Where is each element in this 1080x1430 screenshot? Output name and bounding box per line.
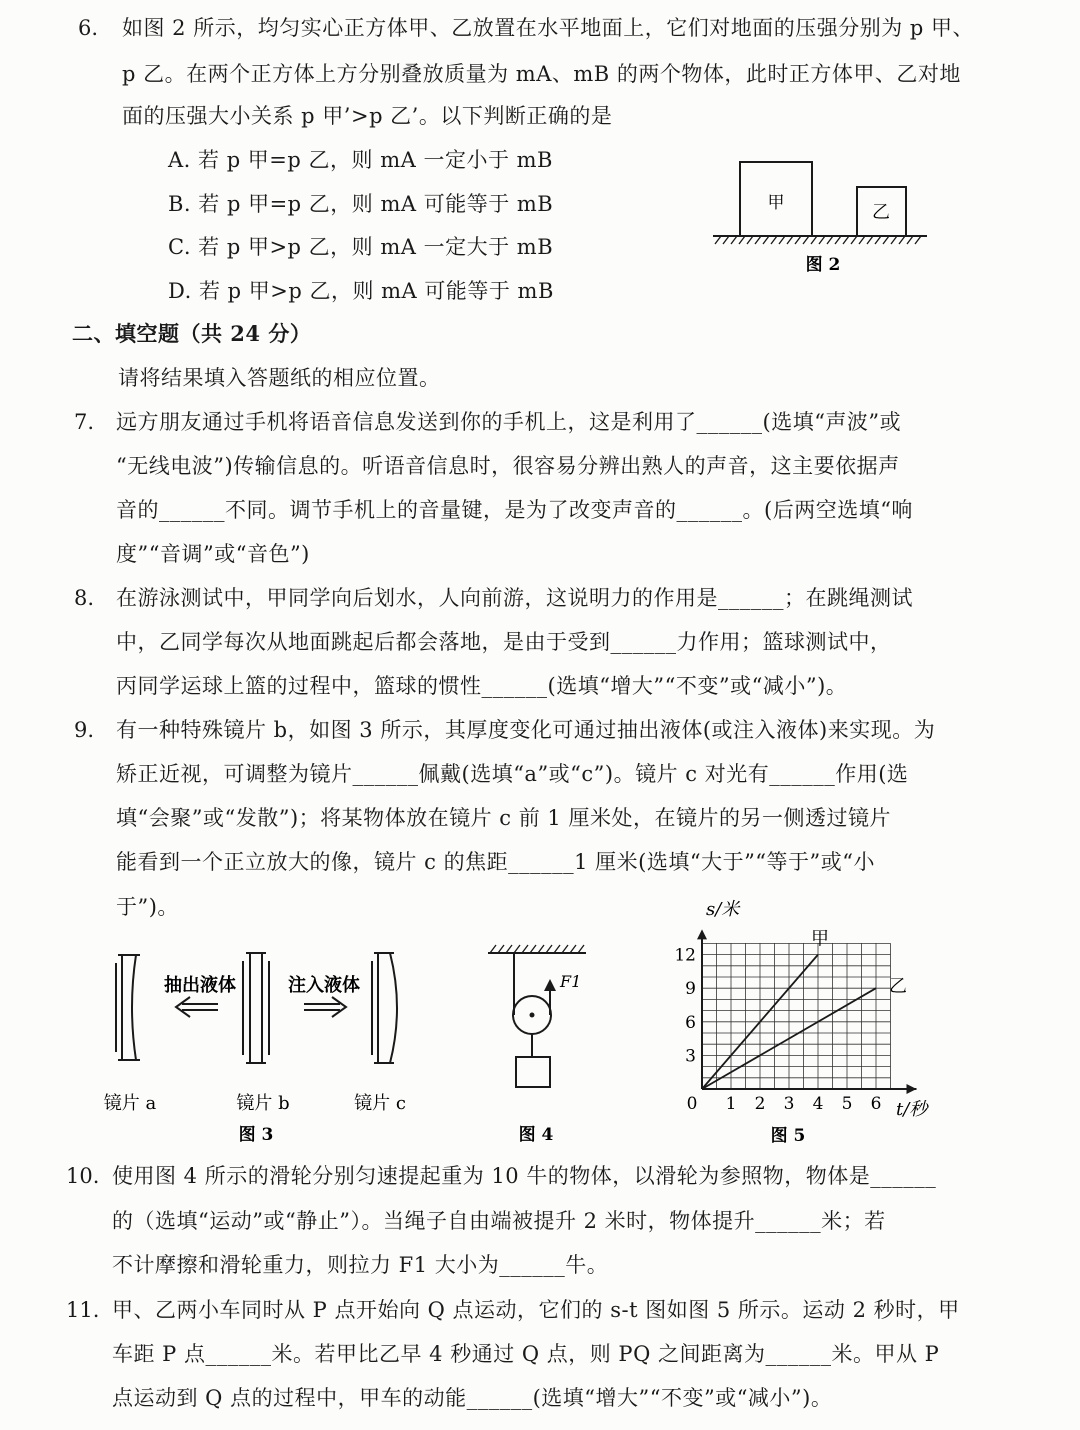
y-tick-label: 6: [685, 1012, 696, 1033]
lens-a-label: 镜片 a: [103, 1093, 157, 1114]
question-6-option-b: B. 若 p 甲=p 乙，则 mA 可能等于 mB: [168, 192, 554, 216]
x-tick-label: 2: [754, 1094, 766, 1114]
chart-grid: [702, 943, 891, 1089]
ceiling-hatching: [490, 945, 584, 953]
x-axis-arrow-icon: [907, 1084, 917, 1094]
question-9-line-1: 有一种特殊镜片 b，如图 3 所示，其厚度变化可通过抽出液体(或注入液体)来实现。为: [116, 718, 936, 742]
question-7-number: 7.: [74, 410, 95, 434]
question-9-line-3: 填“会聚”或“发散”)；将某物体放在镜片 c 前 1 厘米处，在镜片的另一侧透过镜片: [116, 806, 891, 830]
question-10-number: 10.: [66, 1164, 100, 1188]
question-9-line-2: 矫正近视，可调整为镜片______佩戴(选填“a”或“c”)。镜片 c 对光有______作用(选: [116, 762, 909, 786]
lens-b-label: 镜片 b: [236, 1093, 290, 1114]
pulley-axle: [530, 1013, 535, 1018]
section-2-instruction: 请将结果填入答题纸的相应位置。: [118, 366, 441, 390]
question-6-line-3: 面的压强大小关系 p 甲’>p 乙’。以下判断正确的是: [122, 104, 613, 128]
question-7-line-1: 远方朋友通过手机将语音信息发送到你的手机上，这是利用了______(选填“声波”或: [116, 410, 902, 434]
figure-4: [478, 935, 598, 1150]
question-11-number: 11.: [66, 1298, 100, 1322]
question-9-number: 9.: [74, 718, 95, 742]
force-arrow-icon: [544, 979, 556, 991]
y-axis-arrow-icon: [697, 929, 707, 939]
x-tick-label: 6: [870, 1094, 882, 1114]
lens-a: [116, 955, 140, 1060]
question-8-line-3: 丙同学运球上篮的过程中，篮球的惯性______(选填“增大”“不变”或“减小”)。: [116, 674, 848, 698]
question-8-line-2: 中，乙同学每次从地面跳起后都会落地，是由于受到______力作用；篮球测试中，: [116, 630, 892, 654]
question-6-option-a: A. 若 p 甲=p 乙，则 mA 一定小于 mB: [168, 148, 553, 172]
figure-2-caption: 图 2: [805, 255, 841, 275]
question-10-line-1: 使用图 4 所示的滑轮分别匀速提起重为 10 牛的物体，以滑轮为参照物，物体是______: [112, 1164, 937, 1188]
chart-axes: [697, 929, 917, 1094]
x-tick-label: 3: [783, 1094, 795, 1114]
section-2-title: 二、填空题（共 24 分）: [72, 321, 312, 346]
y-tick-label: 3: [685, 1046, 696, 1067]
question-10-line-2: 的（选填“运动”或“静止”）。当绳子自由端被提升 2 米时，物体提升______米；若: [112, 1209, 886, 1233]
question-11-line-2: 车距 P 点______米。若甲比乙早 4 秒通过 Q 点，则 PQ 之间距离为______米。甲从 P: [112, 1342, 940, 1366]
question-11-line-1: 甲、乙两小车同时从 P 点开始向 Q 点运动，它们的 s-t 图如图 5 所示。运动 2 秒时，甲: [112, 1298, 960, 1322]
question-10-line-3: 不计摩擦和滑轮重力，则拉力 F1 大小为______牛。: [112, 1253, 609, 1277]
y-tick-label: 9: [685, 979, 696, 1000]
figure-5-caption: 图 5: [770, 1126, 806, 1146]
question-7-line-3: 音的______不同。调节手机上的音量键，是为了改变声音的______。(后两空选填“响: [116, 498, 913, 522]
chart-y-axis-label: s/米: [706, 899, 740, 920]
series-label-yi: 乙: [889, 976, 907, 998]
label-yi: 乙: [872, 202, 890, 223]
ground-hatching: [715, 236, 921, 244]
question-11-line-3: 点运动到 Q 点的过程中，甲车的动能______(选填“增大”“不变”或“减小”)。: [112, 1386, 833, 1410]
question-6-number: 6.: [78, 16, 99, 40]
arrow-right-icon: [304, 997, 346, 1017]
question-8-number: 8.: [74, 586, 95, 610]
question-6-line-2: p 乙。在两个正方体上方分别叠放质量为 mA、mB 的两个物体，此时正方体甲、乙对地: [122, 62, 961, 86]
arrow-left-icon: [176, 997, 218, 1017]
figure-4-caption: 图 4: [518, 1125, 554, 1145]
x-tick-label: 0: [686, 1094, 698, 1114]
question-9-line-4: 能看到一个正立放大的像，镜片 c 的焦距______1 厘米(选填“大于”“等于”或“小: [116, 850, 876, 874]
label-jia: 甲: [767, 193, 785, 213]
lens-b: [243, 953, 269, 1063]
figure-3-caption: 图 3: [238, 1125, 274, 1145]
x-tick-label: 5: [841, 1094, 853, 1114]
question-8-line-1: 在游泳测试中，甲同学向后划水，人向前游，这说明力的作用是______；在跳绳测试: [116, 586, 913, 610]
figure-2: [705, 150, 935, 280]
arrow-right-label: 注入液体: [288, 975, 360, 996]
lens-c: [372, 953, 397, 1063]
lens-c-label: 镜片 c: [354, 1093, 406, 1114]
chart-x-axis-label: t/秒: [896, 1099, 928, 1120]
figure-5-chart: [660, 895, 950, 1155]
force-label: F1: [560, 972, 582, 991]
question-6-line-1: 如图 2 所示，均匀实心正方体甲、乙放置在水平地面上，它们对地面的压强分别为 p 甲、: [122, 16, 975, 40]
question-6-option-c: C. 若 p 甲>p 乙，则 mA 一定大于 mB: [168, 235, 554, 259]
question-7-line-2: “无线电波”)传输信息的。听语音信息时，很容易分辨出熟人的声音，这主要依据声: [116, 454, 900, 478]
figure-3: [100, 935, 430, 1150]
weight-block: [516, 1057, 550, 1087]
series-label-jia: 甲: [811, 928, 829, 950]
x-tick-label: 4: [812, 1094, 824, 1114]
x-tick-label: 1: [725, 1094, 737, 1114]
question-6-option-d: D. 若 p 甲>p 乙，则 mA 可能等于 mB: [168, 279, 554, 303]
arrow-left-label: 抽出液体: [164, 975, 236, 996]
question-7-line-4: 度”“音调”或“音色”): [116, 542, 310, 566]
y-tick-label: 12: [674, 945, 696, 966]
question-9-line-5: 于”)。: [116, 895, 179, 919]
